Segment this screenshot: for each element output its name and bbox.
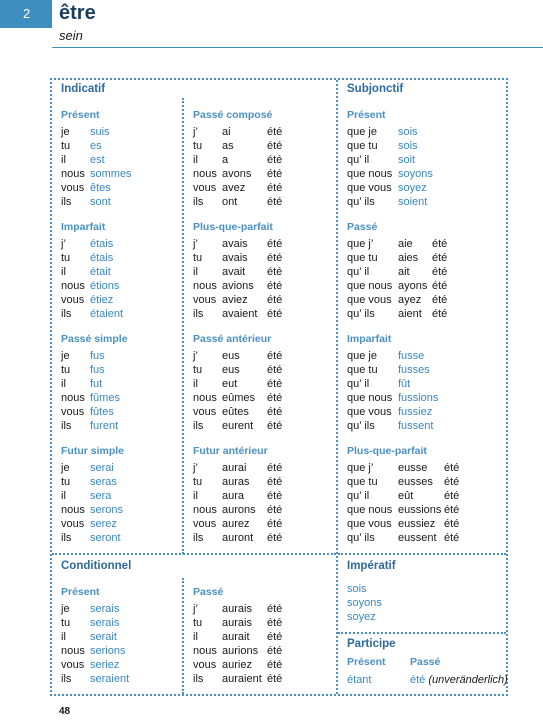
- pronoun: nous: [193, 504, 217, 517]
- pronoun: que nous: [347, 280, 393, 293]
- participle: été: [267, 476, 283, 489]
- pronoun: nous: [193, 645, 217, 658]
- participe-passe-value: [410, 673, 508, 687]
- imperatif-list: [347, 582, 382, 624]
- verb-form: aient: [398, 308, 422, 321]
- tense-title: Plus-que-parfait: [193, 221, 273, 233]
- pronoun: que tu: [347, 252, 378, 265]
- pronoun: j’: [193, 603, 198, 615]
- pronoun: il: [61, 154, 66, 167]
- verb-title: être: [59, 2, 96, 24]
- pronoun: vous: [193, 294, 217, 307]
- participle: été: [267, 645, 283, 658]
- verb-form: avait: [222, 266, 246, 279]
- verb-form: sera: [90, 490, 112, 503]
- pronoun: tu: [61, 476, 71, 489]
- verb-form: serons: [90, 504, 124, 517]
- pronoun: qu’ ils: [347, 532, 375, 545]
- verb-form: étaient: [90, 308, 124, 321]
- pronoun: nous: [61, 392, 85, 405]
- pronoun: que vous: [347, 518, 392, 531]
- pronoun: vous: [193, 182, 217, 195]
- pronoun: que nous: [347, 392, 393, 405]
- verb-form: aurez: [222, 518, 250, 531]
- participle: été: [267, 673, 283, 686]
- verb-form: avez: [222, 182, 246, 195]
- verb-form: avons: [222, 168, 252, 181]
- verb-form: soit: [398, 154, 416, 167]
- verb-form: auras: [222, 476, 250, 489]
- verb-form: étions: [90, 280, 120, 293]
- verb-form: sommes: [90, 168, 132, 181]
- verb-form: seraient: [90, 673, 130, 686]
- participle: été: [267, 266, 283, 279]
- verb-form: aura: [222, 490, 245, 503]
- participle: été: [267, 532, 283, 545]
- pronoun: qu’ ils: [347, 196, 375, 209]
- participe-passe-form-text: été: [410, 674, 426, 686]
- verb-form: eus: [222, 350, 240, 362]
- pronoun: que tu: [347, 364, 378, 377]
- divider-participe: [338, 632, 506, 634]
- pronoun: il: [61, 378, 66, 391]
- section-conditionnel: Conditionnel: [61, 560, 132, 572]
- pronoun: que tu: [347, 476, 378, 489]
- participle: été: [267, 126, 283, 138]
- participle: été: [432, 308, 448, 321]
- verb-form: fus: [90, 364, 105, 377]
- verb-form: fusse: [398, 350, 425, 362]
- verb-form: serez: [90, 518, 117, 531]
- participle: été: [267, 364, 283, 377]
- tense-title: Passé composé: [193, 109, 273, 121]
- pronoun: il: [61, 266, 66, 279]
- pronoun: tu: [193, 476, 203, 489]
- verb-form: aviez: [222, 294, 248, 307]
- verb-form: soyez: [398, 182, 427, 195]
- verb-form: fus: [90, 350, 105, 362]
- participle: été: [432, 252, 448, 265]
- verb-form: fussent: [398, 420, 434, 433]
- verb-form: aurait: [222, 631, 250, 644]
- pronoun: que vous: [347, 406, 392, 419]
- participle: été: [432, 238, 448, 250]
- pronoun: je: [61, 350, 70, 362]
- participle: été: [444, 504, 460, 517]
- verb-form: auront: [222, 532, 254, 545]
- verb-form: aurons: [222, 504, 256, 517]
- participle: été: [267, 603, 283, 615]
- pronoun: nous: [61, 168, 85, 181]
- section-indicatif: Indicatif: [61, 83, 106, 95]
- participle: été: [432, 294, 448, 307]
- pronoun: que vous: [347, 294, 392, 307]
- participle: été: [267, 518, 283, 531]
- imperatif-form: soyons: [347, 597, 382, 610]
- verb-form: eûmes: [222, 392, 256, 405]
- pronoun: ils: [193, 673, 204, 686]
- pronoun: il: [61, 631, 66, 644]
- pronoun: que nous: [347, 168, 393, 181]
- pronoun: nous: [61, 504, 85, 517]
- pronoun: ils: [193, 532, 204, 545]
- pronoun: ils: [193, 420, 204, 433]
- pronoun: j’: [61, 238, 66, 250]
- participle: été: [267, 308, 283, 321]
- verb-form: eût: [398, 490, 414, 503]
- verb-form: serions: [90, 645, 126, 658]
- verb-form: étiez: [90, 294, 114, 307]
- participle: été: [267, 406, 283, 419]
- participle: été: [267, 294, 283, 307]
- pronoun: il: [193, 631, 198, 644]
- page-number: 48: [59, 706, 71, 717]
- verb-form: a: [222, 154, 229, 167]
- pronoun: vous: [193, 518, 217, 531]
- pronoun: vous: [193, 406, 217, 419]
- pronoun: qu’ ils: [347, 308, 375, 321]
- participle: été: [444, 518, 460, 531]
- participle: été: [267, 378, 283, 391]
- pronoun: que j’: [347, 238, 374, 250]
- pronoun: qu’ ils: [347, 420, 375, 433]
- verb-form: eussiez: [398, 518, 436, 531]
- verb-form: est: [90, 154, 105, 167]
- verb-form: eurent: [222, 420, 254, 433]
- participe-present-value: [347, 673, 371, 687]
- section-subjonctif: Subjonctif: [347, 83, 404, 95]
- pronoun: que je: [347, 126, 377, 138]
- pronoun: nous: [193, 168, 217, 181]
- pronoun: ils: [61, 196, 72, 209]
- verb-form: étais: [90, 252, 114, 265]
- verb-form: serai: [90, 462, 114, 474]
- pronoun: vous: [61, 659, 85, 672]
- verb-form: fussiez: [398, 406, 433, 419]
- verb-form: furent: [90, 420, 119, 433]
- pronoun: j’: [193, 238, 198, 250]
- pronoun: que vous: [347, 182, 392, 195]
- pronoun: qu’ il: [347, 490, 370, 503]
- verb-form: auriez: [222, 659, 252, 672]
- participle: été: [267, 617, 283, 630]
- participe-passe-label: Passé: [410, 656, 441, 668]
- participle: été: [267, 182, 283, 195]
- participle: été: [267, 392, 283, 405]
- verb-form: sont: [90, 196, 111, 209]
- verb-form: étais: [90, 238, 114, 250]
- verb-form: aurai: [222, 462, 247, 474]
- pronoun: il: [193, 154, 198, 167]
- pronoun: tu: [193, 364, 203, 377]
- pronoun: tu: [193, 140, 203, 153]
- participle: été: [267, 168, 283, 181]
- participe-present-form: étant: [347, 674, 372, 686]
- tense-title: Présent: [61, 586, 100, 598]
- verb-form: êtes: [90, 182, 111, 195]
- participle: été: [267, 238, 283, 250]
- pronoun: tu: [193, 617, 203, 630]
- pronoun: ils: [61, 420, 72, 433]
- verb-form: fûtes: [90, 406, 114, 419]
- verb-form: ait: [398, 266, 410, 279]
- verb-form: eusses: [398, 476, 433, 489]
- pronoun: tu: [61, 252, 71, 265]
- pronoun: ils: [61, 673, 72, 686]
- participle: été: [267, 280, 283, 293]
- participle: été: [267, 350, 283, 362]
- verb-form: fût: [398, 378, 411, 391]
- column-divider-main: [336, 80, 338, 694]
- pronoun: tu: [193, 252, 203, 265]
- verb-form: soient: [398, 196, 428, 209]
- verb-form: eussions: [398, 504, 442, 517]
- participe-passe-form: [410, 673, 508, 687]
- verb-form: sois: [398, 126, 418, 138]
- verb-form: es: [90, 140, 102, 153]
- pronoun: que je: [347, 350, 377, 362]
- verb-form: était: [90, 266, 111, 279]
- verb-form: seras: [90, 476, 117, 489]
- tense-title: Imparfait: [347, 333, 392, 345]
- pronoun: j’: [193, 126, 198, 138]
- divider-imperatif: [338, 553, 506, 555]
- verb-form: serais: [90, 617, 120, 630]
- participle: été: [267, 490, 283, 503]
- header-rule: [52, 47, 543, 48]
- pronoun: que nous: [347, 504, 393, 517]
- verb-form: eûtes: [222, 406, 249, 419]
- participle: été: [444, 476, 460, 489]
- pronoun: que j’: [347, 462, 374, 474]
- imperatif-form: sois: [347, 583, 367, 595]
- verb-form: aie: [398, 238, 413, 250]
- verb-form: ayons: [398, 280, 428, 293]
- verb-form: aurais: [222, 617, 252, 630]
- tense-title: Passé: [193, 586, 224, 598]
- section-imperatif: Impératif: [347, 560, 396, 572]
- tense-title: Passé antérieur: [193, 333, 272, 345]
- participle: été: [267, 420, 283, 433]
- verb-form: suis: [90, 126, 110, 138]
- tense-title: Imparfait: [61, 221, 106, 233]
- participle: été: [267, 196, 283, 209]
- verb-form: eut: [222, 378, 238, 391]
- pronoun: tu: [61, 364, 71, 377]
- participle: été: [432, 266, 448, 279]
- imperatif-form: soyez: [347, 611, 376, 624]
- pronoun: qu’ il: [347, 378, 370, 391]
- participle: été: [444, 462, 460, 474]
- pronoun: ils: [193, 196, 204, 209]
- verb-form: aurions: [222, 645, 259, 658]
- pronoun: nous: [61, 645, 85, 658]
- pronoun: ils: [193, 308, 204, 321]
- verb-form: avaient: [222, 308, 258, 321]
- verb-form: aies: [398, 252, 419, 265]
- participle: été: [432, 280, 448, 293]
- participle: été: [267, 140, 283, 153]
- verb-form: fûmes: [90, 392, 120, 405]
- verb-translation: sein: [59, 28, 83, 43]
- pronoun: qu’ il: [347, 154, 370, 167]
- pronoun: j’: [193, 350, 198, 362]
- pronoun: qu’ il: [347, 266, 370, 279]
- participle: été: [267, 659, 283, 672]
- verb-form: serais: [90, 603, 120, 615]
- participle: été: [267, 631, 283, 644]
- verb-form: fut: [90, 378, 103, 391]
- pronoun: nous: [193, 280, 217, 293]
- verb-form: ont: [222, 196, 238, 209]
- verb-form: eus: [222, 364, 240, 377]
- pronoun: je: [61, 603, 70, 615]
- verb-form: aurais: [222, 603, 252, 615]
- pronoun: il: [193, 490, 198, 503]
- tense-title: Futur antérieur: [193, 445, 268, 457]
- pronoun: ils: [61, 532, 72, 545]
- verb-form: seront: [90, 532, 121, 545]
- participe-passe-note: (unveränderlich): [428, 674, 508, 686]
- divider-conditionnel: [52, 553, 336, 555]
- participle: été: [267, 462, 283, 474]
- participle: été: [267, 504, 283, 517]
- pronoun: je: [61, 462, 70, 474]
- pronoun: nous: [193, 392, 217, 405]
- section-participe: Participe: [347, 638, 396, 650]
- pronoun: que tu: [347, 140, 378, 153]
- verb-form: avais: [222, 252, 248, 265]
- verb-form: eusse: [398, 462, 428, 474]
- verb-form: eussent: [398, 532, 437, 545]
- pronoun: tu: [61, 140, 71, 153]
- pronoun: il: [193, 266, 198, 279]
- verb-form: seriez: [90, 659, 120, 672]
- verb-form: soyons: [398, 168, 433, 181]
- pronoun: tu: [61, 617, 71, 630]
- participle: été: [444, 532, 460, 545]
- tense-title: Plus-que-parfait: [347, 445, 427, 457]
- pronoun: nous: [61, 280, 85, 293]
- verb-form: fussions: [398, 392, 439, 405]
- participle: été: [267, 252, 283, 265]
- verb-form: auraient: [222, 673, 262, 686]
- verb-form: ayez: [398, 294, 422, 307]
- pronoun: vous: [61, 406, 85, 419]
- tense-title: Présent: [347, 109, 386, 121]
- tense-title: Passé simple: [61, 333, 128, 345]
- tense-title: Futur simple: [61, 445, 125, 457]
- pronoun: ils: [61, 308, 72, 321]
- verb-form: as: [222, 140, 234, 153]
- column-divider-conditionnel: [182, 578, 184, 694]
- verb-form: avais: [222, 238, 248, 250]
- column-divider-indicatif: [182, 98, 184, 554]
- pronoun: j’: [193, 462, 198, 474]
- pronoun: je: [61, 126, 70, 138]
- pronoun: vous: [61, 518, 85, 531]
- tense-title: Passé: [347, 221, 378, 233]
- verb-form: serait: [90, 631, 117, 644]
- verb-form: avions: [222, 280, 254, 293]
- tense-title: Présent: [61, 109, 100, 121]
- verb-form: fusses: [398, 364, 430, 377]
- participle: été: [444, 490, 460, 503]
- pronoun: vous: [61, 182, 85, 195]
- verb-form: ai: [222, 126, 231, 138]
- pronoun: il: [193, 378, 198, 391]
- participe-present-label: Présent: [347, 656, 386, 668]
- pronoun: il: [61, 490, 66, 503]
- pronoun: vous: [61, 294, 85, 307]
- chapter-number: 2: [0, 0, 52, 28]
- participle: été: [267, 154, 283, 167]
- pronoun: vous: [193, 659, 217, 672]
- verb-form: sois: [398, 140, 418, 153]
